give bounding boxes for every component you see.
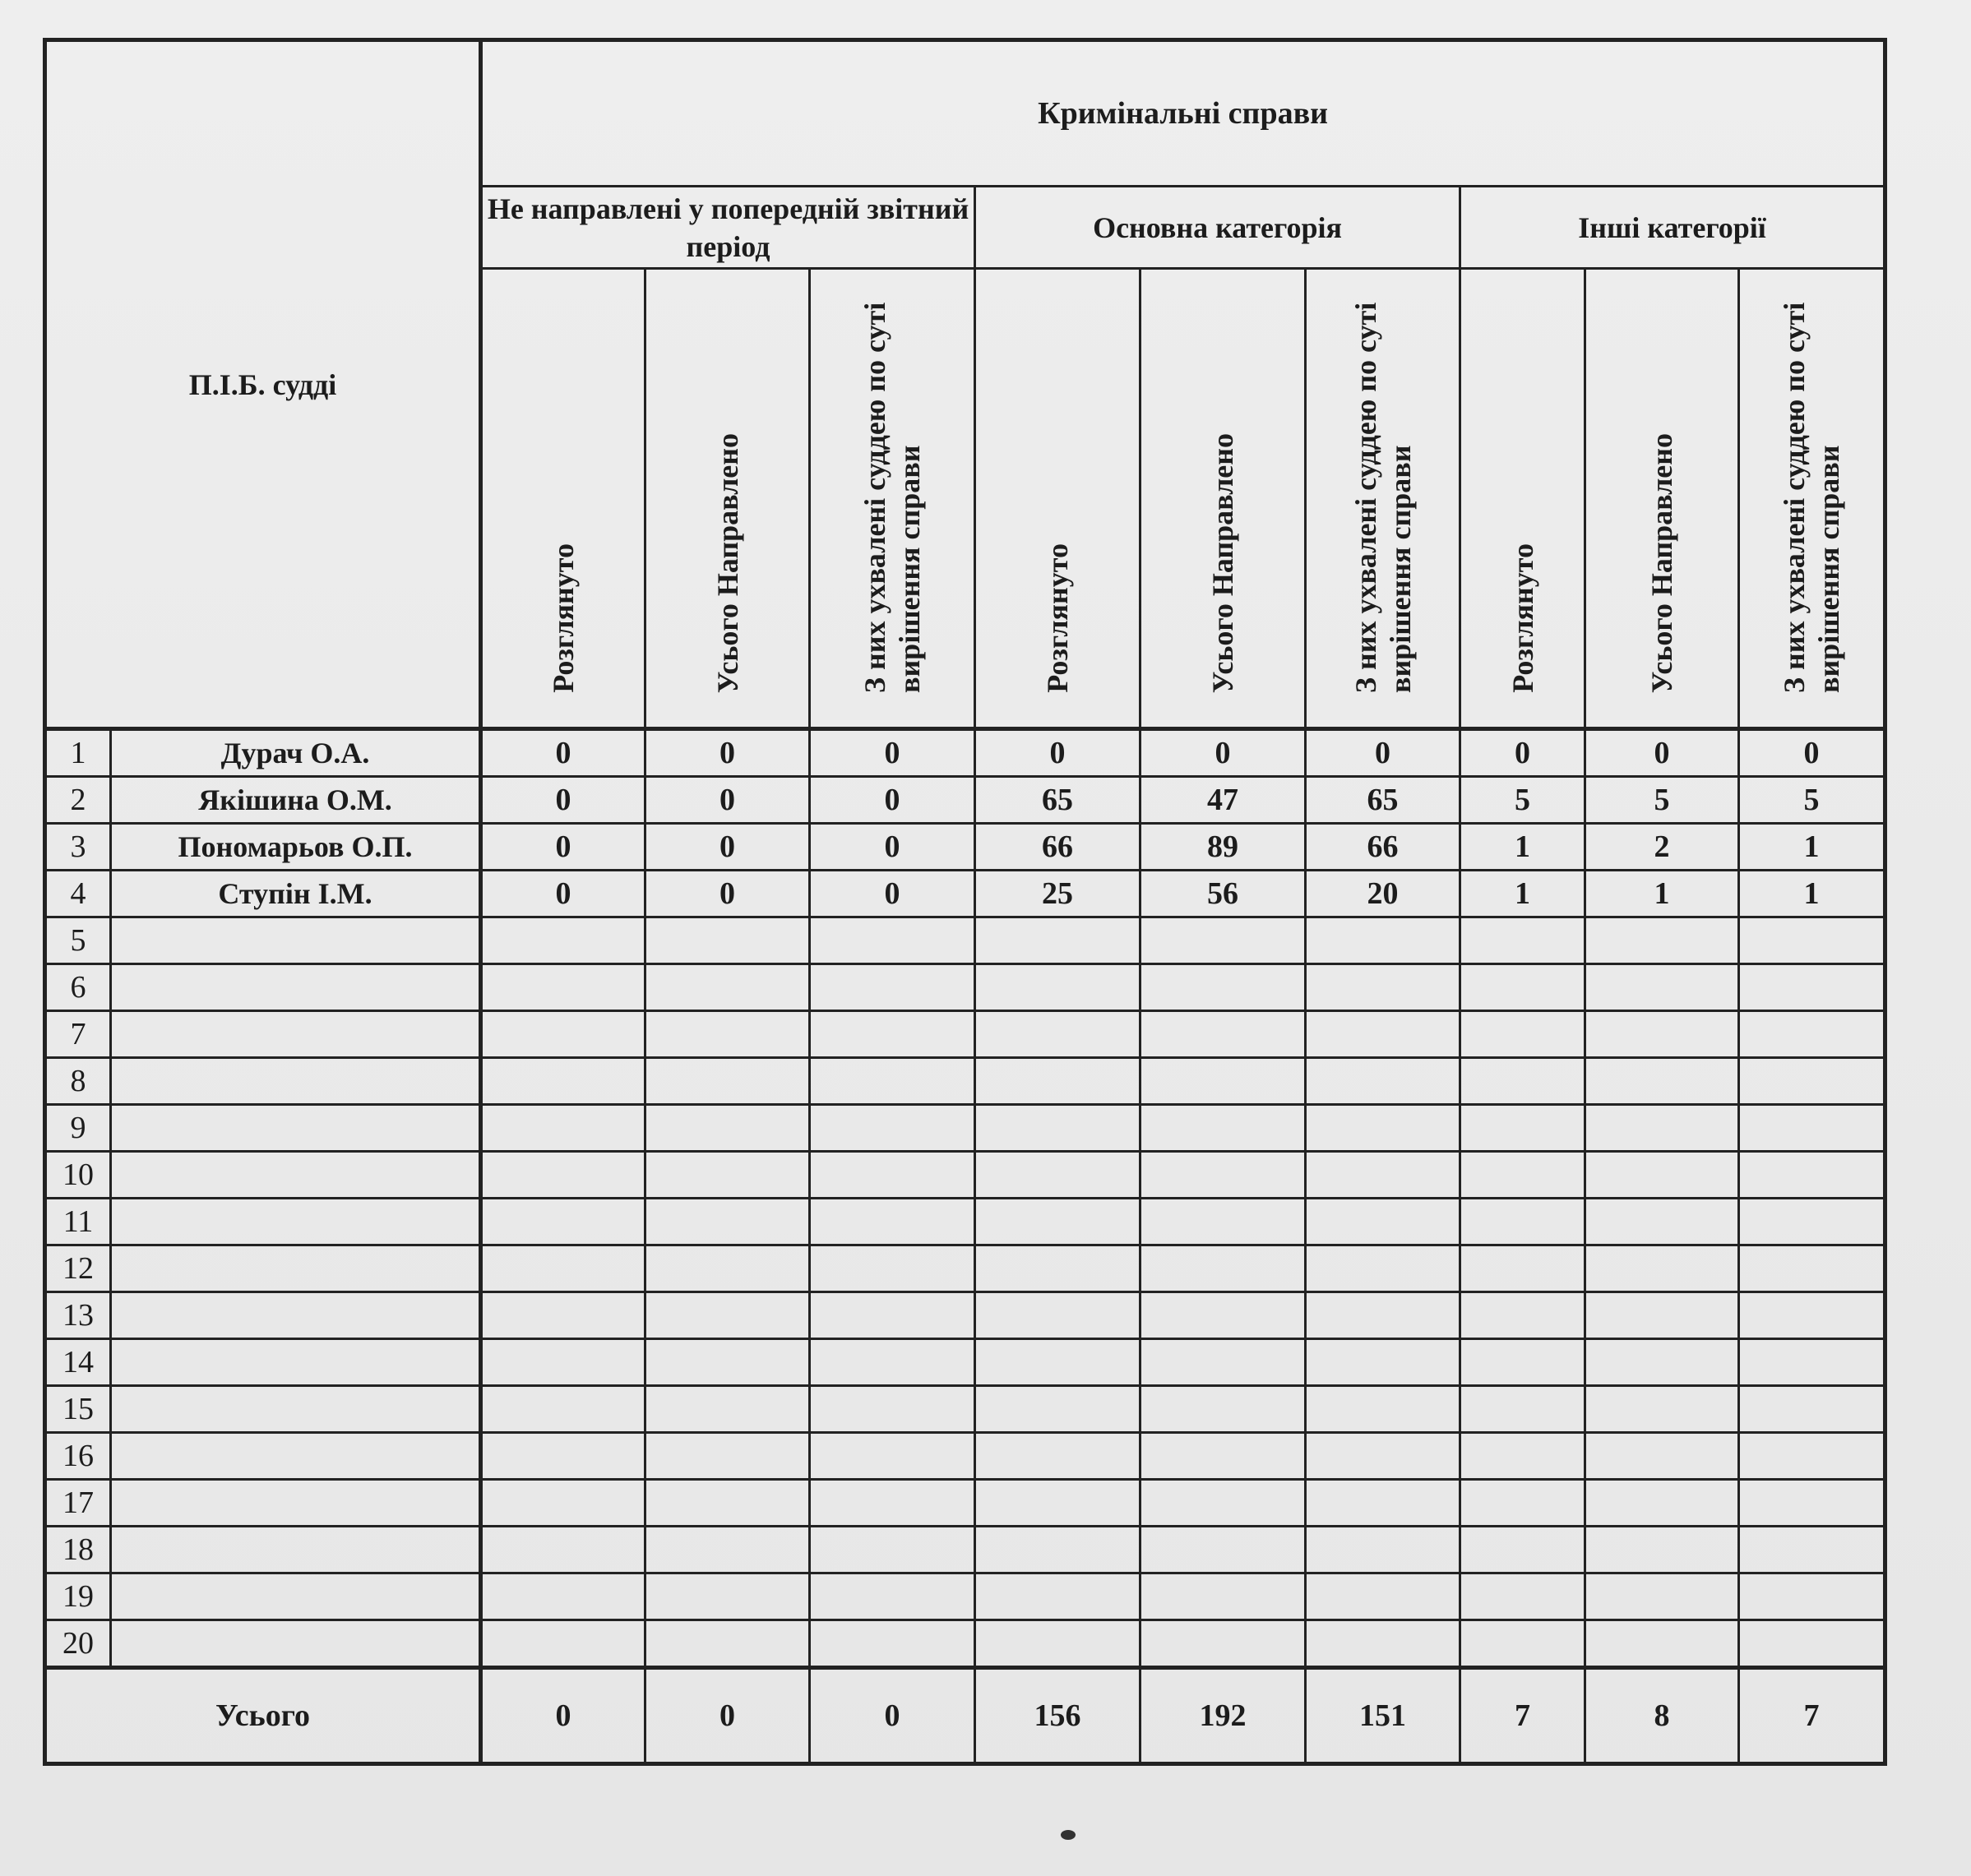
value-cell (1306, 1620, 1460, 1668)
value-cell (645, 1292, 810, 1339)
value-cell (1306, 1011, 1460, 1058)
table-row (45, 871, 1885, 917)
judge-name-header: П.І.Б. судді (45, 40, 481, 729)
judge-name (111, 1152, 481, 1199)
value-cell: 47 (1140, 777, 1306, 824)
table-row (45, 1620, 1885, 1668)
value-cell (975, 1386, 1140, 1433)
value-cell: 0 (1739, 729, 1885, 777)
value-cell (1460, 1245, 1585, 1292)
value-cell: 0 (810, 729, 975, 777)
row-number: 13 (45, 1292, 111, 1339)
judge-name (111, 1105, 481, 1152)
value-cell: 5 (1585, 777, 1739, 824)
value-cell (1585, 1058, 1739, 1105)
value-cell (645, 917, 810, 964)
value-cell: 0 (645, 824, 810, 871)
value-cell (645, 1152, 810, 1199)
row-number: 11 (45, 1199, 111, 1245)
group-not-sent-header: Не направлені у попередній звітний період (481, 187, 975, 269)
table-row (45, 1292, 1885, 1339)
value-cell: 0 (481, 824, 645, 871)
value-cell (1460, 1620, 1585, 1668)
value-cell (645, 1199, 810, 1245)
value-cell (1585, 1573, 1739, 1620)
value-cell (1140, 1058, 1306, 1105)
value-cell (810, 1105, 975, 1152)
value-cell: 1 (1585, 871, 1739, 917)
value-cell (1140, 1573, 1306, 1620)
value-cell (645, 1011, 810, 1058)
value-cell (1739, 1386, 1885, 1433)
value-cell (1585, 964, 1739, 1011)
value-cell (975, 917, 1140, 964)
judge-name (111, 1573, 481, 1620)
value-cell (1306, 1480, 1460, 1527)
value-cell (1460, 1199, 1585, 1245)
col-total-sent-header (1585, 269, 1739, 729)
value-cell (975, 1245, 1140, 1292)
col-reviewed-label: Розглянуто (1041, 543, 1075, 693)
value-cell (1140, 1105, 1306, 1152)
judge-name (111, 1058, 481, 1105)
row-number: 9 (45, 1105, 111, 1152)
value-cell (1585, 1292, 1739, 1339)
row-number: 12 (45, 1245, 111, 1292)
col-total-sent-label: Усього Направлено (710, 432, 744, 693)
group-main-category-header: Основна категорія (975, 187, 1460, 269)
row-number: 19 (45, 1573, 111, 1620)
value-cell (481, 1152, 645, 1199)
value-cell (975, 1105, 1140, 1152)
value-cell (810, 1433, 975, 1480)
col-total-sent-label: Усього Направлено (1645, 432, 1679, 693)
value-cell (975, 1620, 1140, 1668)
value-cell (975, 964, 1140, 1011)
row-number: 7 (45, 1011, 111, 1058)
value-cell (1140, 1386, 1306, 1433)
value-cell: 66 (1306, 824, 1460, 871)
row-number: 8 (45, 1058, 111, 1105)
value-cell (645, 964, 810, 1011)
row-number: 2 (45, 777, 111, 824)
total-value: 7 (1460, 1668, 1585, 1764)
value-cell (645, 1105, 810, 1152)
value-cell (975, 1480, 1140, 1527)
col-total-sent-header (1140, 269, 1306, 729)
value-cell (1140, 1199, 1306, 1245)
table-row (45, 1105, 1885, 1152)
judge-name (111, 1433, 481, 1480)
criminal-cases-title: Кримінальні справи (481, 40, 1885, 187)
col-reviewed-label: Розглянуто (547, 543, 581, 693)
value-cell (1739, 1433, 1885, 1480)
judge-name (111, 917, 481, 964)
value-cell (645, 1245, 810, 1292)
value-cell: 0 (1585, 729, 1739, 777)
value-cell (1306, 917, 1460, 964)
value-cell: 0 (975, 729, 1140, 777)
value-cell: 0 (1306, 729, 1460, 777)
value-cell: 1 (1460, 824, 1585, 871)
row-number: 14 (45, 1339, 111, 1386)
value-cell (810, 1480, 975, 1527)
value-cell (810, 1573, 975, 1620)
value-cell (1460, 1527, 1585, 1573)
total-label: Усього (45, 1668, 481, 1764)
value-cell: 65 (975, 777, 1140, 824)
table-row (45, 1433, 1885, 1480)
value-cell (1585, 1199, 1739, 1245)
value-cell (481, 917, 645, 964)
judge-name: Дурач О.А. (111, 729, 481, 777)
judge-name (111, 1011, 481, 1058)
col-reviewed-header (481, 269, 645, 729)
judge-name (111, 1245, 481, 1292)
value-cell: 0 (810, 824, 975, 871)
row-number: 4 (45, 871, 111, 917)
value-cell (1739, 1292, 1885, 1339)
value-cell: 65 (1306, 777, 1460, 824)
value-cell (1140, 964, 1306, 1011)
judge-name (111, 1527, 481, 1573)
value-cell: 0 (481, 871, 645, 917)
value-cell (1585, 1620, 1739, 1668)
value-cell (1140, 1245, 1306, 1292)
value-cell (975, 1527, 1140, 1573)
scan-speck (1061, 1830, 1076, 1840)
row-number: 1 (45, 729, 111, 777)
value-cell (481, 1480, 645, 1527)
value-cell: 0 (810, 871, 975, 917)
table-body (45, 729, 1885, 1764)
value-cell (1460, 1058, 1585, 1105)
value-cell (810, 1199, 975, 1245)
judge-name (111, 964, 481, 1011)
value-cell (481, 1620, 645, 1668)
judge-name (111, 1386, 481, 1433)
value-cell (1739, 917, 1885, 964)
value-cell (1306, 1386, 1460, 1433)
value-cell (1140, 1527, 1306, 1573)
value-cell (1739, 1527, 1885, 1573)
value-cell (1460, 1573, 1585, 1620)
col-reviewed-header (975, 269, 1140, 729)
col-reviewed-label: Розглянуто (1506, 543, 1539, 693)
row-number: 5 (45, 917, 111, 964)
value-cell: 0 (645, 729, 810, 777)
value-cell: 1 (1739, 824, 1885, 871)
row-number: 17 (45, 1480, 111, 1527)
judge-name: Якішина О.М. (111, 777, 481, 824)
table-row (45, 1386, 1885, 1433)
table-row (45, 729, 1885, 777)
value-cell: 5 (1739, 777, 1885, 824)
table-row (45, 964, 1885, 1011)
col-decided-label: З них ухвалені суддею по суті вирішення справи (858, 302, 927, 693)
value-cell (1460, 1292, 1585, 1339)
value-cell (1306, 1292, 1460, 1339)
value-cell (481, 1199, 645, 1245)
value-cell (481, 1527, 645, 1573)
value-cell (481, 1339, 645, 1386)
value-cell: 1 (1460, 871, 1585, 917)
value-cell (481, 1573, 645, 1620)
value-cell (1739, 964, 1885, 1011)
total-value: 7 (1739, 1668, 1885, 1764)
value-cell: 1 (1739, 871, 1885, 917)
table-row (45, 1011, 1885, 1058)
value-cell (1739, 1573, 1885, 1620)
judge-name (111, 1339, 481, 1386)
value-cell (1585, 1386, 1739, 1433)
value-cell (975, 1433, 1140, 1480)
value-cell (975, 1011, 1140, 1058)
value-cell (1585, 1245, 1739, 1292)
value-cell (481, 1292, 645, 1339)
value-cell (645, 1527, 810, 1573)
value-cell: 66 (975, 824, 1140, 871)
value-cell (1739, 1620, 1885, 1668)
value-cell (1585, 1527, 1739, 1573)
value-cell (1739, 1152, 1885, 1199)
value-cell: 0 (645, 871, 810, 917)
value-cell (645, 1386, 810, 1433)
value-cell (1460, 1339, 1585, 1386)
group-other-categories-header: Інші категорії (1460, 187, 1885, 269)
value-cell (1460, 1011, 1585, 1058)
value-cell (1585, 917, 1739, 964)
value-cell (1739, 1011, 1885, 1058)
row-number: 6 (45, 964, 111, 1011)
table-row (45, 1199, 1885, 1245)
total-value: 0 (481, 1668, 645, 1764)
value-cell (1739, 1199, 1885, 1245)
value-cell (645, 1339, 810, 1386)
col-decided-header (1306, 269, 1460, 729)
value-cell: 0 (481, 777, 645, 824)
value-cell (1585, 1105, 1739, 1152)
value-cell (1306, 1105, 1460, 1152)
value-cell (481, 1105, 645, 1152)
table-row (45, 1245, 1885, 1292)
value-cell: 0 (810, 777, 975, 824)
value-cell (1585, 1480, 1739, 1527)
total-row (45, 1668, 1885, 1764)
col-decided-label: З них ухвалені суддею по суті вирішення справи (1349, 302, 1417, 693)
table-row (45, 824, 1885, 871)
value-cell (810, 917, 975, 964)
value-cell (481, 1011, 645, 1058)
value-cell (975, 1199, 1140, 1245)
value-cell (1739, 1245, 1885, 1292)
value-cell (1306, 1527, 1460, 1573)
value-cell (1140, 1292, 1306, 1339)
value-cell: 0 (645, 777, 810, 824)
value-cell (810, 1527, 975, 1573)
value-cell (810, 964, 975, 1011)
value-cell (645, 1058, 810, 1105)
total-value: 151 (1306, 1668, 1460, 1764)
value-cell (481, 1245, 645, 1292)
value-cell (1739, 1105, 1885, 1152)
table-row (45, 1480, 1885, 1527)
value-cell (1306, 964, 1460, 1011)
value-cell (1140, 1480, 1306, 1527)
total-value: 0 (810, 1668, 975, 1764)
value-cell: 56 (1140, 871, 1306, 917)
value-cell: 20 (1306, 871, 1460, 917)
value-cell (645, 1573, 810, 1620)
value-cell: 2 (1585, 824, 1739, 871)
row-number: 3 (45, 824, 111, 871)
value-cell (1306, 1339, 1460, 1386)
total-value: 8 (1585, 1668, 1739, 1764)
value-cell (810, 1011, 975, 1058)
row-number: 20 (45, 1620, 111, 1668)
table-row (45, 1573, 1885, 1620)
value-cell (645, 1433, 810, 1480)
judge-name: Ступін І.М. (111, 871, 481, 917)
value-cell (810, 1386, 975, 1433)
value-cell (1460, 1480, 1585, 1527)
value-cell (810, 1292, 975, 1339)
value-cell (1739, 1339, 1885, 1386)
total-value: 0 (645, 1668, 810, 1764)
value-cell (1306, 1433, 1460, 1480)
value-cell (1585, 1152, 1739, 1199)
judge-name (111, 1620, 481, 1668)
value-cell (1460, 1433, 1585, 1480)
value-cell (1460, 1105, 1585, 1152)
value-cell (1739, 1058, 1885, 1105)
value-cell (810, 1152, 975, 1199)
row-number: 18 (45, 1527, 111, 1573)
col-total-sent-header (645, 269, 810, 729)
judge-name (111, 1199, 481, 1245)
value-cell (1585, 1339, 1739, 1386)
row-number: 10 (45, 1152, 111, 1199)
table-row (45, 1058, 1885, 1105)
col-total-sent-label: Усього Направлено (1206, 432, 1240, 693)
criminal-cases-table (43, 38, 1887, 1766)
value-cell (810, 1339, 975, 1386)
value-cell: 89 (1140, 824, 1306, 871)
value-cell (1460, 1386, 1585, 1433)
value-cell: 0 (1460, 729, 1585, 777)
value-cell (1306, 1152, 1460, 1199)
col-reviewed-header (1460, 269, 1585, 729)
value-cell (481, 1433, 645, 1480)
value-cell (1140, 917, 1306, 964)
value-cell (1460, 1152, 1585, 1199)
value-cell (1140, 1433, 1306, 1480)
table-row (45, 1339, 1885, 1386)
value-cell (975, 1292, 1140, 1339)
row-number: 16 (45, 1433, 111, 1480)
value-cell (1140, 1011, 1306, 1058)
value-cell (975, 1152, 1140, 1199)
value-cell: 0 (1140, 729, 1306, 777)
total-value: 192 (1140, 1668, 1306, 1764)
value-cell (810, 1245, 975, 1292)
value-cell (1306, 1573, 1460, 1620)
table-row (45, 917, 1885, 964)
value-cell (481, 1386, 645, 1433)
col-decided-header (810, 269, 975, 729)
value-cell (481, 964, 645, 1011)
value-cell (1306, 1058, 1460, 1105)
total-value: 156 (975, 1668, 1140, 1764)
value-cell (975, 1058, 1140, 1105)
value-cell (975, 1573, 1140, 1620)
col-decided-header (1739, 269, 1885, 729)
row-number: 15 (45, 1386, 111, 1433)
value-cell (1739, 1480, 1885, 1527)
value-cell (645, 1480, 810, 1527)
value-cell (1460, 964, 1585, 1011)
col-decided-label: З них ухвалені суддею по суті вирішення справи (1778, 302, 1846, 693)
value-cell: 5 (1460, 777, 1585, 824)
value-cell (1460, 917, 1585, 964)
value-cell (1306, 1245, 1460, 1292)
judge-name (111, 1480, 481, 1527)
judge-name (111, 1292, 481, 1339)
value-cell (1140, 1339, 1306, 1386)
value-cell (1140, 1620, 1306, 1668)
value-cell (810, 1620, 975, 1668)
judge-name: Пономарьов О.П. (111, 824, 481, 871)
value-cell: 25 (975, 871, 1140, 917)
value-cell (1306, 1199, 1460, 1245)
table-row (45, 1152, 1885, 1199)
table-row (45, 777, 1885, 824)
value-cell (481, 1058, 645, 1105)
value-cell: 0 (481, 729, 645, 777)
value-cell (1585, 1011, 1739, 1058)
value-cell (810, 1058, 975, 1105)
value-cell (1140, 1152, 1306, 1199)
value-cell (645, 1620, 810, 1668)
value-cell (975, 1339, 1140, 1386)
table-row (45, 1527, 1885, 1573)
value-cell (1585, 1433, 1739, 1480)
